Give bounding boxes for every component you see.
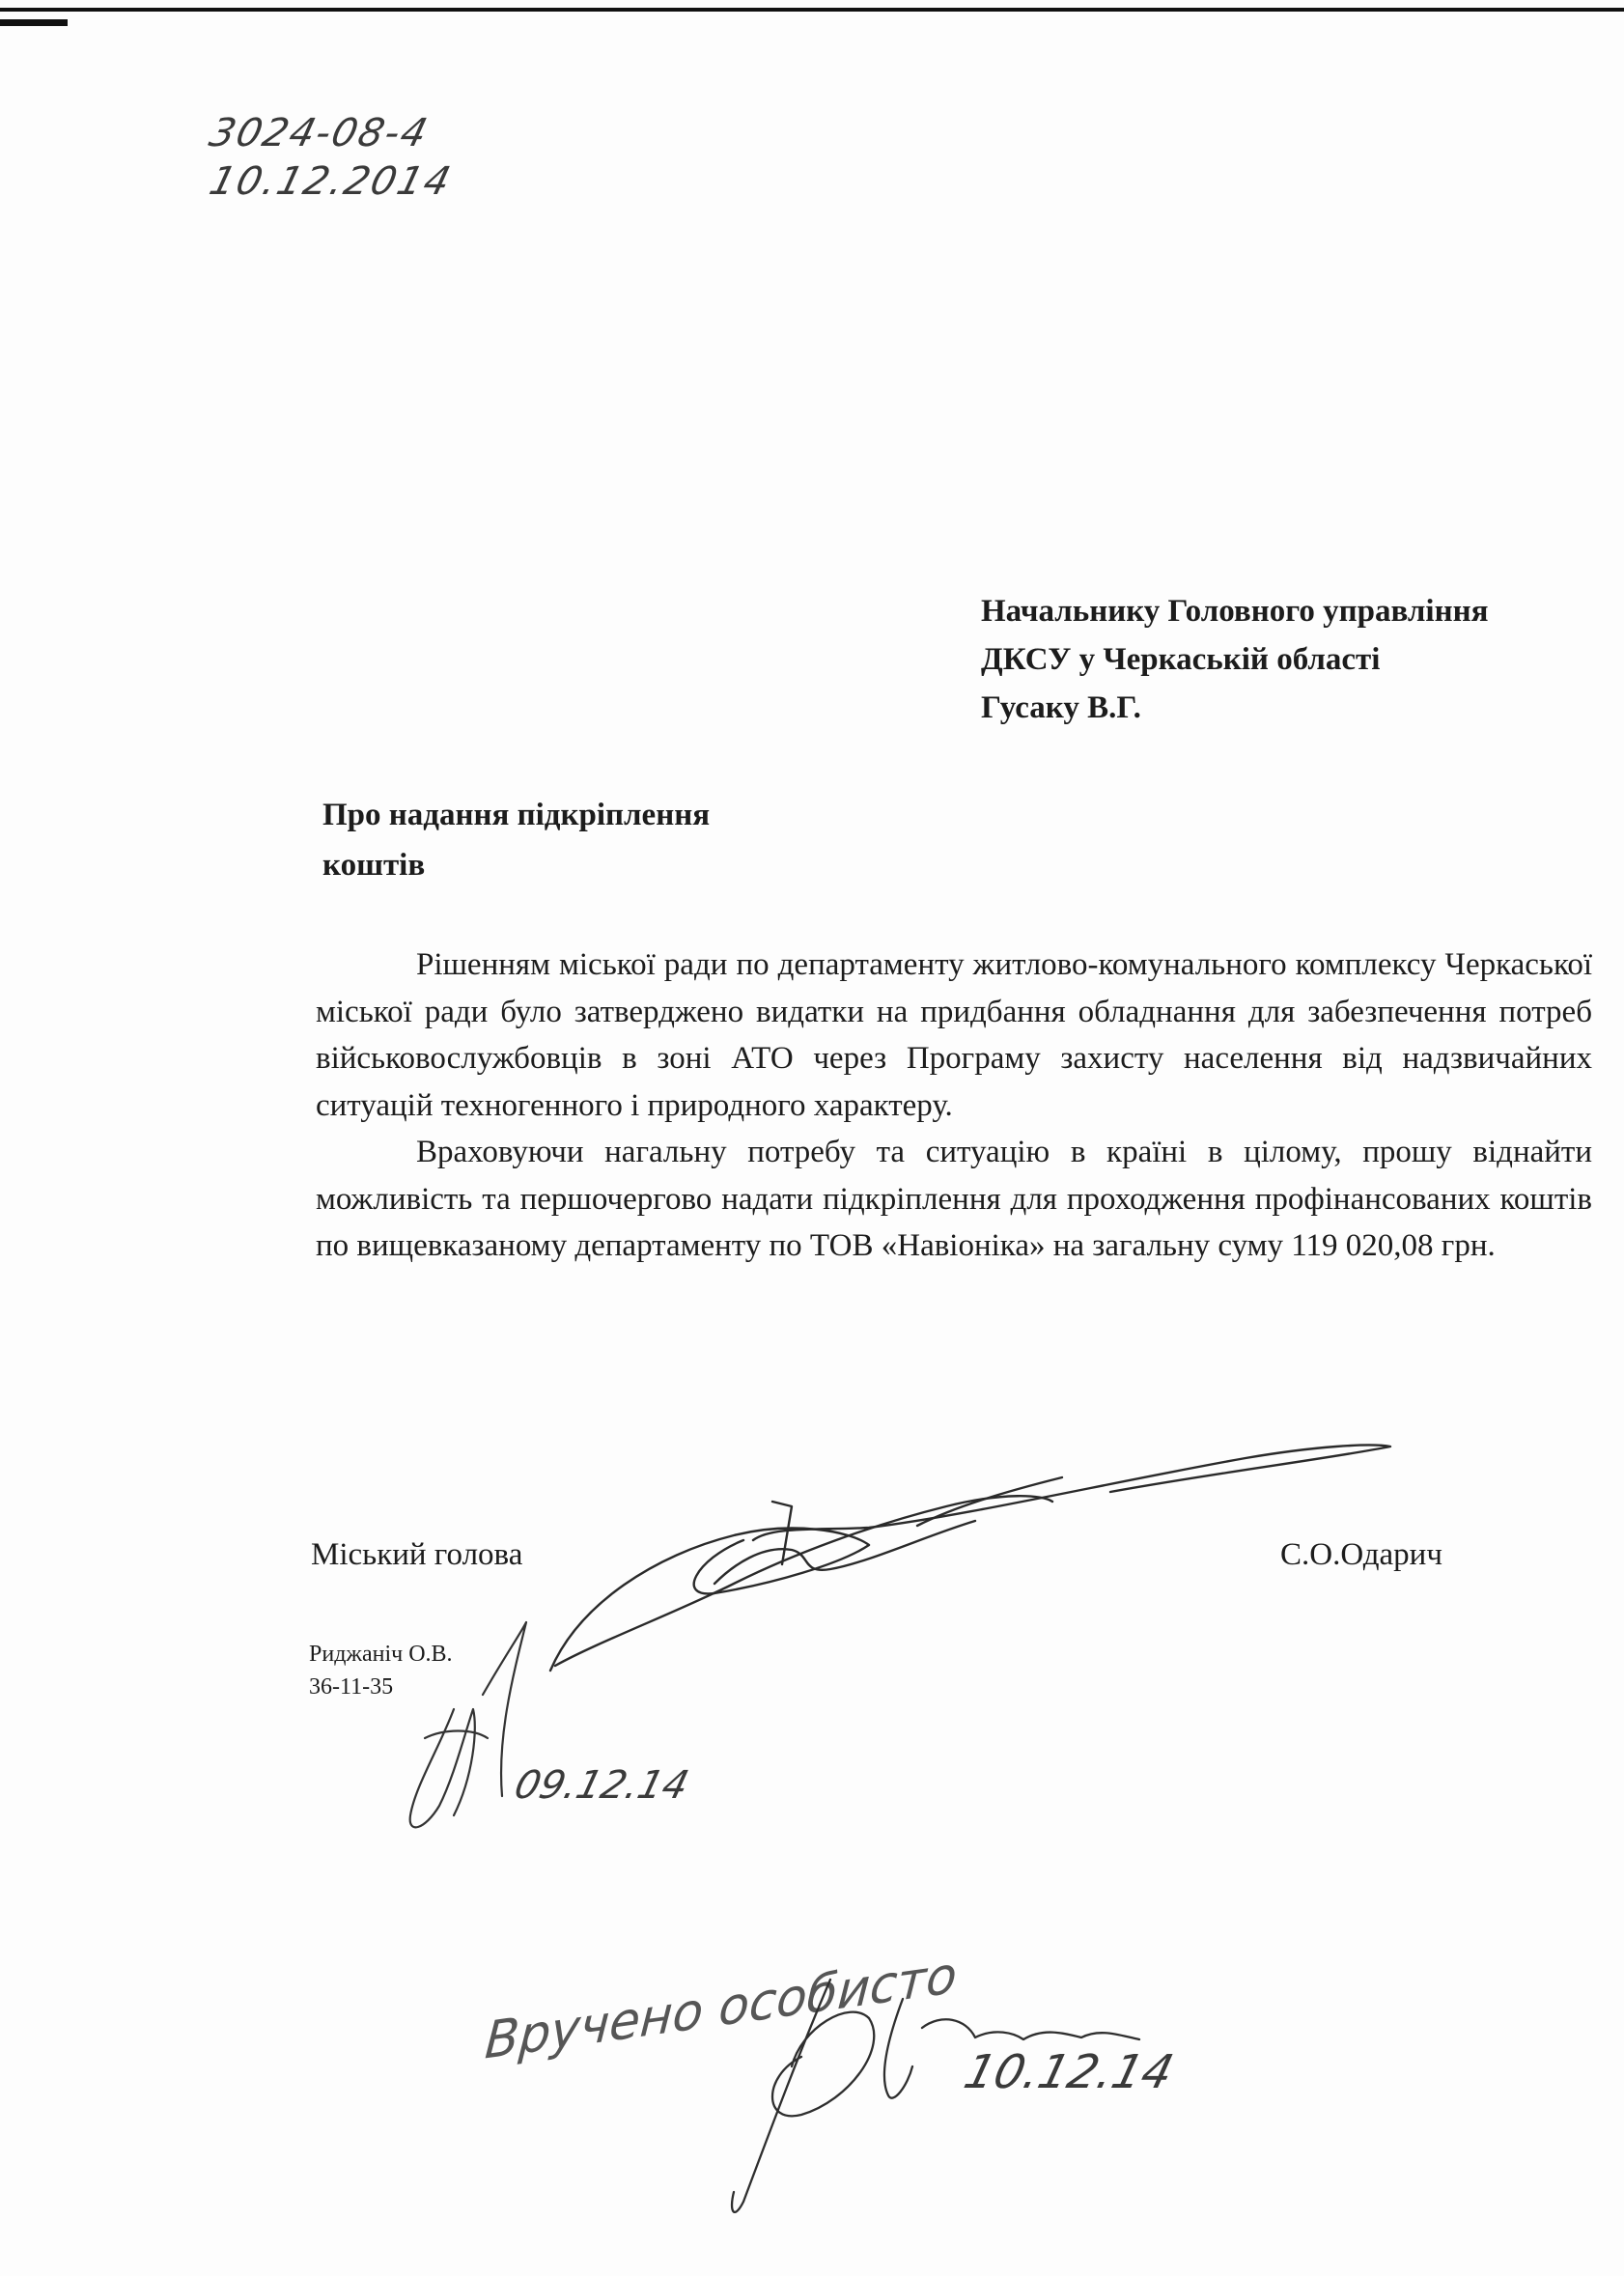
signatory-name: С.О.Одарич: [1280, 1537, 1442, 1572]
executor-name: Риджаніч О.В.: [309, 1642, 453, 1667]
registration-date: 10.12.2014: [205, 159, 457, 204]
registration-number: 3024-08-4: [205, 111, 434, 155]
body-paragraph-2: Враховуючи нагальну потребу та ситуацію в країні в цілому, прошу віднайти можливість та першочергово надати підкріплення для проходження профінансованих коштів по вищевказаному департаменту по ТОВ «Навіоніка» на загальну суму 119 020,08 грн.: [316, 1135, 1592, 1263]
addressee-name: Гусаку В.Г.: [981, 690, 1141, 725]
resolution-date: 10.12.14: [959, 2045, 1179, 2099]
subject-line-2: коштів: [322, 848, 426, 883]
body-paragraph-1: Рішенням міської ради по департаменту житлово-комунального комплексу Черкаської міської ради було затверджено видатки на придбання обладнання для забезпечення потреб військовослужбовців в зоні АТО через Програму захисту населення від надзвичайних ситуацій техногенного і природного характеру.: [316, 947, 1592, 1123]
handwritten-resolution: Вручено особисто: [483, 1946, 960, 2071]
addressee-position: Начальнику Головного управління: [981, 594, 1489, 629]
addressee-organization: ДКСУ у Черкаській області: [981, 642, 1381, 677]
executor-phone: 36-11-35: [309, 1674, 394, 1700]
signatory-title: Міський голова: [311, 1537, 523, 1572]
subject-line-1: Про надання підкріплення: [322, 798, 711, 832]
visa-date: 09.12.14: [510, 1763, 693, 1808]
